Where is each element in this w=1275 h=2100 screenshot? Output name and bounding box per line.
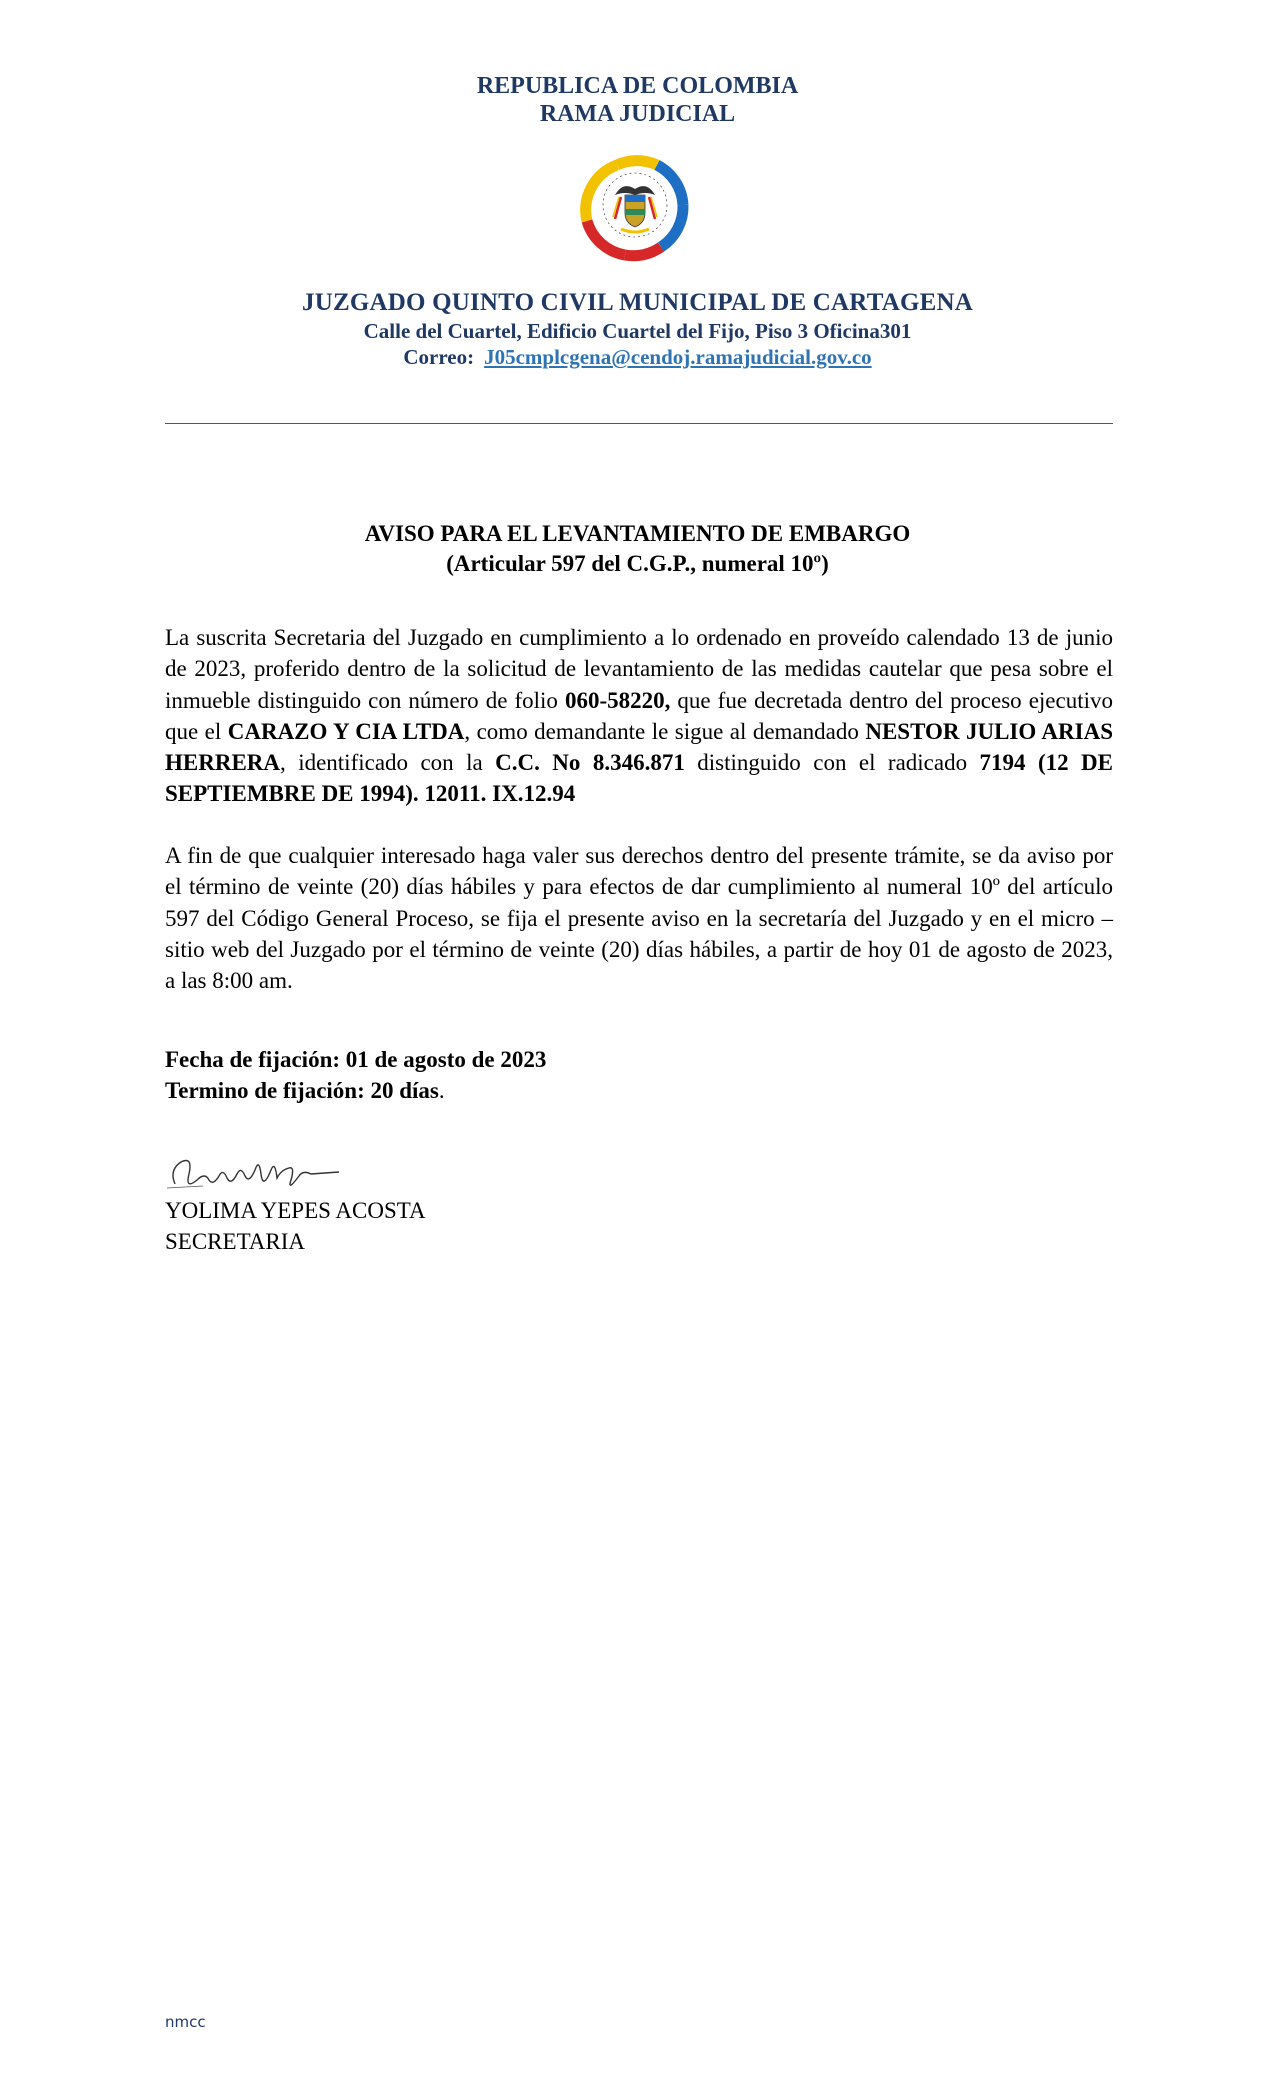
p1-text-1: La suscrita Secretaria del Juzgado en cumplimiento a lo ordenado en proveído calendado 13 de junio de 2023, proferido dentro de la solicitud de levantamiento de las medidas cautelar que pesa sobre el inmueble distinguido con número de folio: [165, 625, 1113, 713]
fixation-term: Termino de fijación: 20 días: [165, 1078, 439, 1103]
notice-paragraph-2: A fin de que cualquier interesado haga valer sus derechos dentro del presente trámite, se da aviso por el término de veinte (20) días hábiles y para efectos de dar cumplimiento al numeral 10º del artículo 597 del Código General Proceso, se fija el presente aviso en la secretaría del Juzgado y en el micro – sitio web del Juzgado por el término de veinte (20) días hábiles, a partir de hoy 01 de agosto de 2023, a las 8:00 am.: [165, 843, 1113, 994]
folio-number: 060-58220,: [564, 687, 671, 713]
p1-text-2: que fue decretada dentro del proceso ejecutivo que el: [165, 687, 1113, 744]
case-radicado: 7194 (12 DE SEPTIEMBRE DE 1994). 12011. IX.12.94: [165, 750, 1113, 807]
signer-role: SECRETARIA: [165, 1229, 305, 1254]
signer-block: [165, 1195, 426, 1257]
notice-title-line-1: AVISO PARA EL LEVANTAMIENTO DE EMBARGO: [364, 521, 911, 546]
footer-initials: nmcc: [165, 2013, 206, 2031]
email-link[interactable]: J05cmplcgena@cendoj.ramajudicial.gov.co: [484, 345, 872, 369]
branch-heading: RAMA JUDICIAL: [539, 101, 736, 127]
plaintiff-name: CARAZO Y CIA LTDA: [227, 718, 465, 744]
notice-title-line-2: (Articular 597 del C.G.P., numeral 10º): [446, 551, 829, 576]
defendant-name: NESTOR JULIO ARIAS HERRERA: [165, 718, 1114, 776]
court-name: JUZGADO QUINTO CIVIL MUNICIPAL DE CARTAGENA: [302, 289, 973, 316]
fixation-term-end: .: [438, 1078, 445, 1103]
country-heading: REPUBLICA DE COLOMBIA: [476, 73, 799, 99]
notice-paragraph-1: [165, 622, 1113, 810]
handwritten-signature: [163, 1140, 343, 1202]
header-divider: [165, 423, 1113, 424]
signer-name: YOLIMA YEPES ACOSTA: [165, 1198, 426, 1223]
court-info: [0, 288, 1275, 370]
p1-text-4: , identificado con la: [280, 750, 496, 776]
defendant-id: C.C. No 8.346.871: [495, 750, 685, 776]
document-header: [0, 72, 1275, 128]
court-address: Calle del Cuartel, Edificio Cuartel del Fijo, Piso 3 Oficina301: [363, 319, 912, 343]
notice-title: [0, 519, 1275, 579]
p1-text-3: , como demandante le sigue al demandado: [464, 718, 866, 744]
email-label: Correo:: [403, 345, 475, 369]
court-email-line: [0, 344, 1275, 370]
judicial-seal-logo: [565, 143, 705, 268]
p1-text-5: distinguido con el radicado: [684, 750, 980, 776]
fixation-details: [165, 1044, 546, 1106]
fixation-date: Fecha de fijación: 01 de agosto de 2023: [165, 1047, 547, 1072]
